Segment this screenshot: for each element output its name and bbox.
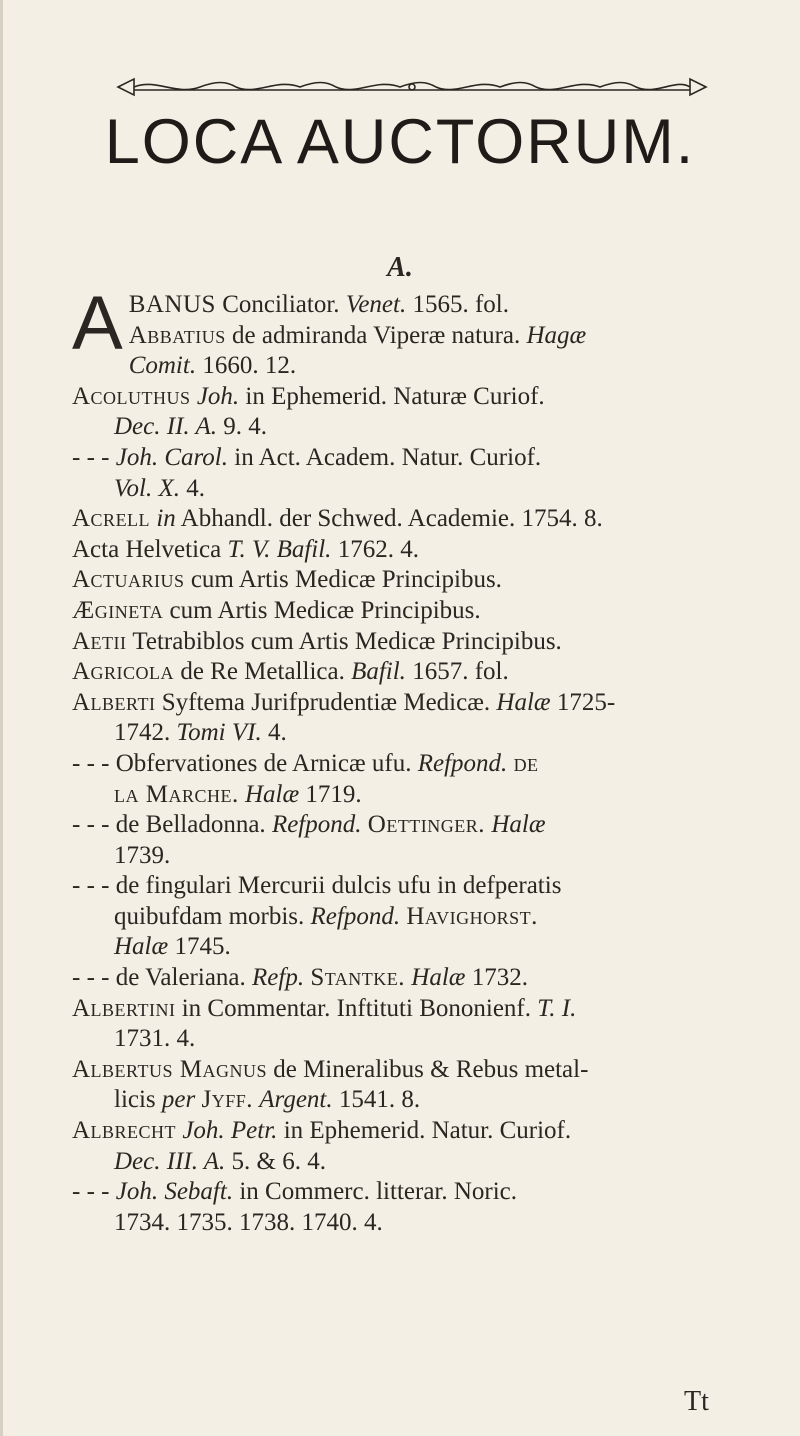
entry-text: - - - de fingulari Mercurii dulcis ufu in defperatis [72,872,562,900]
entry-continuation-line [72,718,772,749]
catchword: Tt [684,1386,709,1417]
index-entry [72,749,772,810]
entry-text: Tetrabiblos cum Artis Medicæ Principibus. [126,627,562,655]
author-name: Acoluthus [72,382,191,410]
author-name: BANUS [128,291,216,318]
author-index [72,281,772,1238]
ornament-border-icon [116,76,708,98]
entry-continuation-line [72,1208,772,1239]
entry-text: 4. [179,474,205,502]
entry-text: in Ephemerid. Natur. Curiof. [277,1117,572,1145]
index-entry [72,963,772,994]
entry-line [72,1055,772,1086]
section-letter: A. [387,252,413,283]
entry-line [72,504,772,535]
index-entry [72,565,772,596]
entry-continuation-line [72,1147,772,1178]
entry-text: Dec. II. A. [114,413,217,441]
entry-line [72,1177,772,1208]
entry-text: 1762. 4. [331,535,419,563]
index-entry [72,1055,772,1116]
entry-line [72,994,772,1025]
author-name: Alberti [72,688,156,716]
author-name: Stantke. [310,964,406,992]
entry-text: in Act. Academ. Natur. Curiof. [228,443,542,471]
entry-text: 1565. fol. [406,291,509,318]
entry-text: Halæ [411,964,466,992]
author-name: Agricola [72,658,175,686]
entry-text: Syftema Jurifprudentiæ Medicæ. [155,688,497,716]
entry-text: Halæ [114,933,169,961]
entry-text: Halæ [496,688,551,716]
index-entry [72,994,772,1055]
entry-line [72,963,772,994]
index-entry [72,535,772,566]
entry-line [72,1116,772,1147]
entry-text: Dec. III. A. [114,1147,226,1175]
entry-text: in Commentar. Inftituti Bononienf. [175,994,538,1022]
entry-continuation-line [72,321,772,352]
author-name: Actuarius [72,566,185,594]
entry-text: Halæ [491,811,546,839]
entry-text: 1732. [465,964,528,992]
entry-text: licis [114,1086,162,1114]
entry-line [72,443,772,474]
entry-text: de Re Metallica. [174,658,352,686]
entry-text: 1657. fol. [405,658,509,686]
author-name: Acrell [72,505,151,533]
author-name: Albertus Magnus [72,1055,267,1083]
entry-text: - - - Obfervationes de Arnicæ ufu. [72,749,418,777]
author-name: Havighorst. [406,902,538,930]
entry-text: Abhandl. der Schwed. Academie. 1754. 8. [175,505,603,533]
entry-text: Joh. Carol. [115,443,229,471]
index-entry [72,504,772,535]
entry-text: Acta Helvetica [72,535,228,563]
entry-continuation-line [72,351,772,382]
index-entry [72,810,772,871]
entry-text: 1731. 4. [114,1025,196,1053]
author-name: Oettinger. [367,811,486,839]
entry-text: Halæ [244,780,300,808]
entry-text: Bafil. [351,658,406,686]
entry-text: cum Artis Medicæ Principibus. [163,596,481,624]
index-entry [72,281,772,382]
entry-continuation-line [72,780,772,811]
entry-continuation-line [72,1024,772,1055]
entry-text: 1725- [550,688,616,716]
entry-text: 1734. 1735. 1738. 1740. 4. [114,1208,383,1236]
entry-line [72,382,772,413]
index-entry [72,657,772,688]
entry-text: in [156,505,176,533]
entry-text: Tomi VI. [176,719,262,747]
entry-line [72,535,772,566]
entry-line [72,749,772,780]
author-name: Abbatius [128,321,226,349]
entry-continuation-line [72,932,772,963]
author-name: Albertini [72,994,176,1022]
entry-continuation-line [72,841,772,872]
entry-text: 1719. [299,780,362,808]
entry-text: Joh. [196,382,240,410]
index-entry [72,443,772,504]
entry-continuation-line [72,474,772,505]
index-entry [72,627,772,658]
entry-text: in Commerc. litterar. Noric. [233,1178,518,1206]
entry-text: 1541. 8. [332,1086,421,1114]
entry-text: Conciliator. [215,291,346,318]
entry-continuation-line [72,902,772,933]
entry-text: - - - de Belladonna. [72,811,272,839]
entry-text: de Mineralibus & Rebus metal- [266,1055,589,1083]
entry-text: Argent. [259,1086,333,1114]
author-name: la Marche. [114,780,239,808]
entry-text: 1739. [114,841,171,869]
entry-text: Refpond. [310,902,401,930]
entry-text: per [161,1086,196,1114]
page-edge-shadow [0,0,3,1436]
drop-capital: A [72,281,123,366]
entry-text: Refpond. [271,811,362,839]
entry-line [72,688,772,719]
entry-line [72,596,772,627]
entry-line [72,810,772,841]
index-entry [72,382,772,443]
index-entry [72,688,772,749]
entry-line [72,565,772,596]
entry-text: 5. & 6. 4. [225,1147,326,1175]
entry-text: quibufdam morbis. [114,902,311,930]
entry-text: - - - [72,443,116,471]
entry-text: 9. 4. [216,413,267,441]
entry-text: 4. [261,719,287,747]
entry-text: - - - [72,1178,116,1206]
entry-text: 1660. 12. [196,352,297,380]
index-entry [72,1116,772,1177]
entry-text: Venet. [345,291,407,318]
entry-text: Joh. Sebaft. [115,1178,234,1206]
entry-continuation-line [72,1085,772,1116]
author-name: Aetii [72,627,127,655]
page-title: LOCA AUCTORUM. [104,107,696,177]
index-entry [72,596,772,627]
author-name: de [513,749,539,777]
entry-text: Joh. Petr. [182,1117,278,1145]
entry-text: T. V. Bafil. [227,535,332,563]
author-name: Jyff. [201,1086,253,1114]
author-name: Ægineta [72,596,164,624]
entry-text: Hagæ [526,321,587,349]
entry-text: Refpond. [417,749,508,777]
entry-text: Comit. [128,352,197,380]
entry-text: de admiranda Viperæ natura. [225,321,527,349]
entry-line [72,657,772,688]
entry-line [72,627,772,658]
entry-text: Vol. X. [114,474,180,502]
entry-text: cum Artis Medicæ Principibus. [184,566,502,594]
entry-text: T. I. [537,994,577,1022]
entry-continuation-line [72,412,772,443]
author-name: Albrecht [72,1117,177,1145]
entry-text: 1742. [114,719,177,747]
entry-text: 1745. [168,933,231,961]
entry-text: - - - de Valeriana. [72,964,253,992]
index-entry [72,871,772,963]
entry-text: Refp. [252,964,305,992]
entry-line [72,871,772,902]
index-entry [72,1177,772,1238]
entry-text: in Ephemerid. Naturæ Curiof. [239,382,545,410]
